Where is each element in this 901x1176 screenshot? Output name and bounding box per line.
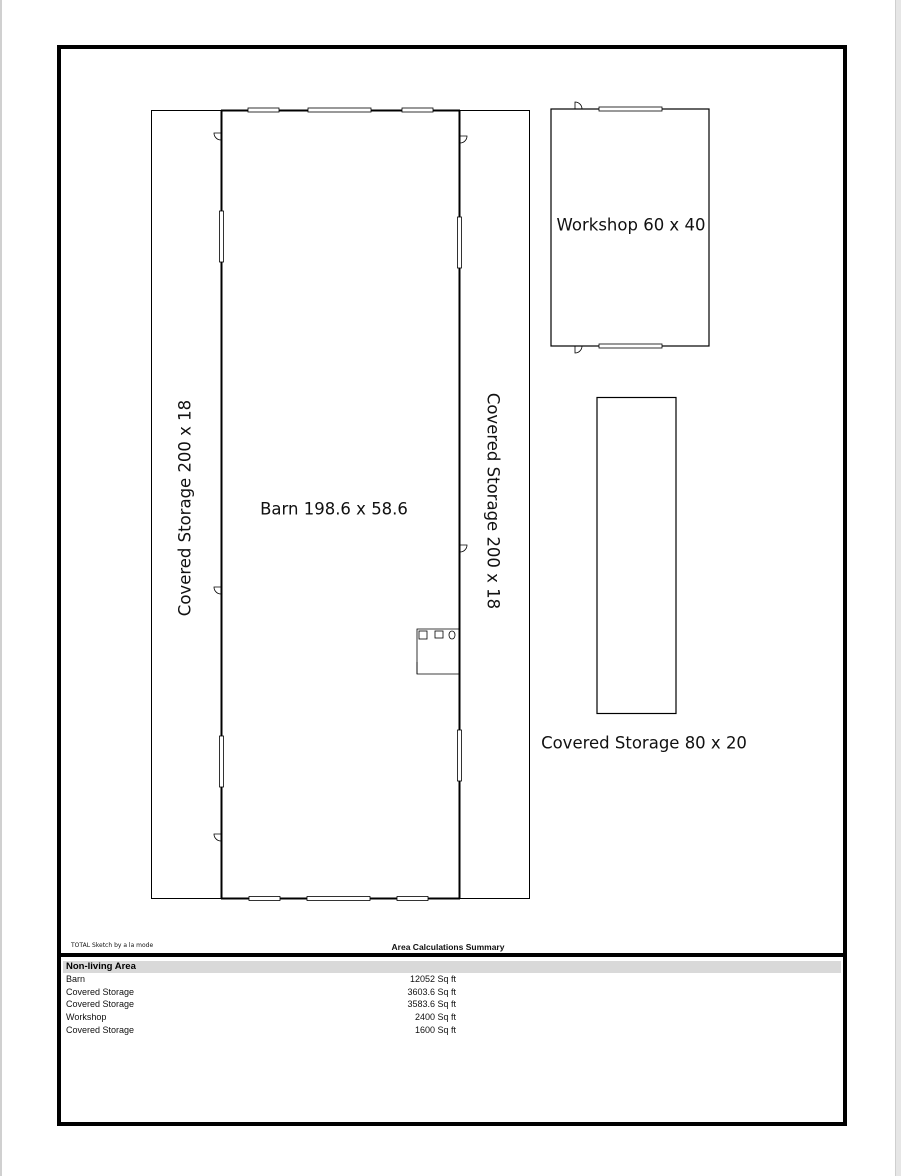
door: [214, 133, 221, 140]
section-title: Non-living Area: [66, 961, 136, 972]
table-row: [66, 1024, 466, 1037]
door: [460, 136, 467, 143]
area-name: Barn: [66, 974, 86, 984]
toilet: [449, 631, 455, 639]
window: [307, 897, 370, 901]
window: [599, 344, 662, 348]
brand-credit: TOTAL Sketch by a la mode: [71, 942, 154, 949]
area-name: Covered Storage: [66, 999, 135, 1009]
section-header-bar: [63, 961, 841, 973]
door: [214, 587, 221, 594]
window: [220, 736, 224, 787]
door: [575, 346, 582, 353]
window: [599, 107, 662, 111]
covered-storage-right-label: Covered Storage 200 x 18: [483, 392, 503, 610]
covered-storage-small-outline: [597, 398, 676, 714]
window: [397, 897, 428, 901]
covered-storage-left-label: Covered Storage 200 x 18: [175, 399, 195, 617]
window: [402, 108, 433, 112]
area-name: Workshop: [66, 1012, 107, 1022]
window: [458, 217, 462, 268]
restroom-wall: [417, 629, 459, 674]
area-value: 3583.6 Sq ft: [407, 999, 456, 1009]
area-value: 2400 Sq ft: [414, 1012, 456, 1022]
door: [575, 102, 582, 109]
area-value: 1600 Sq ft: [414, 1025, 456, 1035]
door: [214, 834, 221, 841]
door: [460, 545, 467, 552]
window: [248, 108, 279, 112]
window: [308, 108, 371, 112]
area-value: 12052 Sq ft: [409, 974, 456, 984]
area-name: Covered Storage: [66, 987, 135, 997]
workshop-label: Workshop 60 x 40: [556, 215, 706, 235]
window: [220, 211, 224, 262]
summary-title: Area Calculations Summary: [391, 942, 505, 952]
table-row: [66, 998, 466, 1011]
window: [249, 897, 280, 901]
sink: [419, 631, 427, 639]
barn-label: Barn 198.6 x 58.6: [260, 499, 408, 519]
area-value: 3603.6 Sq ft: [407, 987, 456, 997]
sink: [435, 631, 443, 638]
table-row: [66, 973, 466, 986]
window: [458, 730, 462, 781]
table-row: [66, 1011, 466, 1024]
area-name: Covered Storage: [66, 1025, 135, 1035]
covered-storage-small-label: Covered Storage 80 x 20: [541, 733, 747, 753]
